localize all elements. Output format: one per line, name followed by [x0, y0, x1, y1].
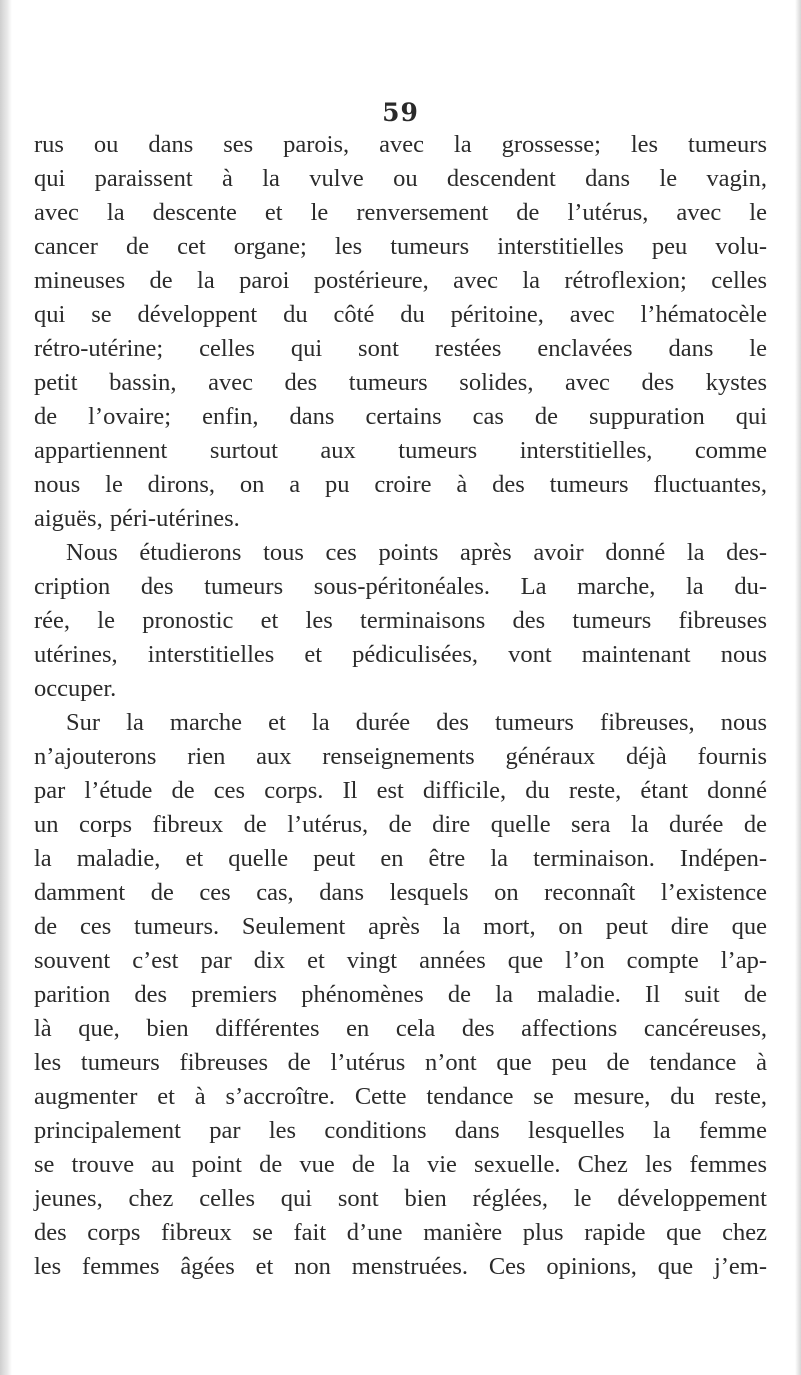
- binding-gutter: [0, 0, 12, 1375]
- text-line: parition des premiers phénomènes de la maladie. Il suit de: [34, 981, 767, 1008]
- text-line: rée, le pronostic et les terminaisons des tumeurs fibreuses: [34, 607, 767, 634]
- text-line: cription des tumeurs sous-péritonéales. La marche, la du-: [34, 573, 767, 600]
- text-line: la maladie, et quelle peut en être la terminaison. Indépen-: [34, 845, 767, 872]
- text-line: les femmes âgées et non menstruées. Ces opinions, que j’em-: [34, 1253, 767, 1280]
- text-line: augmenter et à s’accroître. Cette tendance se mesure, du reste,: [34, 1083, 767, 1110]
- text-line: là que, bien différentes en cela des affections cancéreuses,: [34, 1015, 767, 1042]
- text-line: de l’ovaire; enfin, dans certains cas de suppuration qui: [34, 403, 767, 430]
- text-line: qui paraissent à la vulve ou descendent dans le vagin,: [34, 165, 767, 192]
- text-line: damment de ces cas, dans lesquels on reconnaît l’existence: [34, 879, 767, 906]
- text-line: occuper.: [34, 675, 117, 702]
- text-line: par l’étude de ces corps. Il est difficile, du reste, étant donné: [34, 777, 767, 804]
- text-line: de ces tumeurs. Seulement après la mort, on peut dire que: [34, 913, 767, 940]
- page-number: 59: [382, 98, 419, 127]
- text-line: se trouve au point de vue de la vie sexuelle. Chez les femmes: [34, 1151, 767, 1178]
- text-line: mineuses de la paroi postérieure, avec la rétroflexion; celles: [34, 267, 767, 294]
- text-line: rétro-utérine; celles qui sont restées enclavées dans le: [34, 335, 767, 362]
- text-line: les tumeurs fibreuses de l’utérus n’ont que peu de tendance à: [34, 1049, 767, 1076]
- text-line: rus ou dans ses parois, avec la grossesse; les tumeurs: [34, 131, 767, 158]
- text-line: jeunes, chez celles qui sont bien réglées, le développement: [34, 1185, 767, 1212]
- text-line: avec la descente et le renversement de l’utérus, avec le: [34, 199, 767, 226]
- text-line: utérines, interstitielles et pédiculisées, vont maintenant nous: [34, 641, 767, 668]
- text-line: Nous étudierons tous ces points après avoir donné la des-: [66, 539, 767, 566]
- text-line: aiguës, péri-utérines.: [34, 505, 240, 532]
- text-line: n’ajouterons rien aux renseignements généraux déjà fournis: [34, 743, 767, 770]
- body-text: [34, 128, 767, 1284]
- text-line: petit bassin, avec des tumeurs solides, avec des kystes: [34, 369, 767, 396]
- text-line: principalement par les conditions dans lesquelles la femme: [34, 1117, 767, 1144]
- text-line: cancer de cet organe; les tumeurs interstitielles peu volu-: [34, 233, 767, 260]
- text-line: qui se développent du côté du péritoine, avec l’hématocèle: [34, 301, 767, 328]
- text-line: des corps fibreux se fait d’une manière plus rapide que chez: [34, 1219, 767, 1246]
- text-line: un corps fibreux de l’utérus, de dire quelle sera la durée de: [34, 811, 767, 838]
- text-line: nous le dirons, on a pu croire à des tumeurs fluctuantes,: [34, 471, 767, 498]
- page-edge: [795, 0, 801, 1375]
- text-line: souvent c’est par dix et vingt années que l’on compte l’ap-: [34, 947, 767, 974]
- text-line: Sur la marche et la durée des tumeurs fibreuses, nous: [66, 709, 767, 736]
- text-line: appartiennent surtout aux tumeurs interstitielles, comme: [34, 437, 767, 464]
